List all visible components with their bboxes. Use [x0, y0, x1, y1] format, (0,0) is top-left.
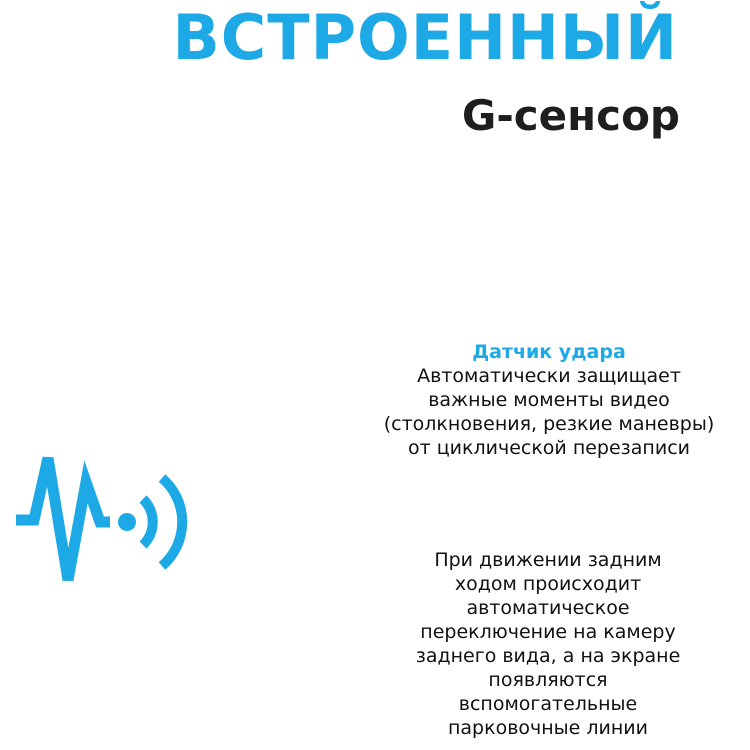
shock-sensor-body: Автоматически защищает важные моменты видео (столкновения, резкие маневры) от циклической перезаписи — [383, 365, 715, 459]
signal-wave-small-icon — [143, 499, 153, 545]
pulse-line-icon — [16, 458, 110, 580]
signal-dot-icon — [118, 513, 136, 531]
shock-sensor-icon — [12, 442, 208, 598]
reverse-camera-description: При движении задним ходом происходит автоматическое переключение на камеру заднего вида, а на экране появляются вспомогательные парковочные линии — [415, 549, 681, 739]
shock-sensor-description — [360, 340, 738, 460]
signal-wave-large-icon — [162, 478, 182, 566]
shock-sensor-title: Датчик удара — [472, 341, 626, 363]
headline-subtitle: G-сенсор — [461, 91, 680, 140]
headline-title: ВСТРОЕННЫЙ — [172, 1, 678, 74]
